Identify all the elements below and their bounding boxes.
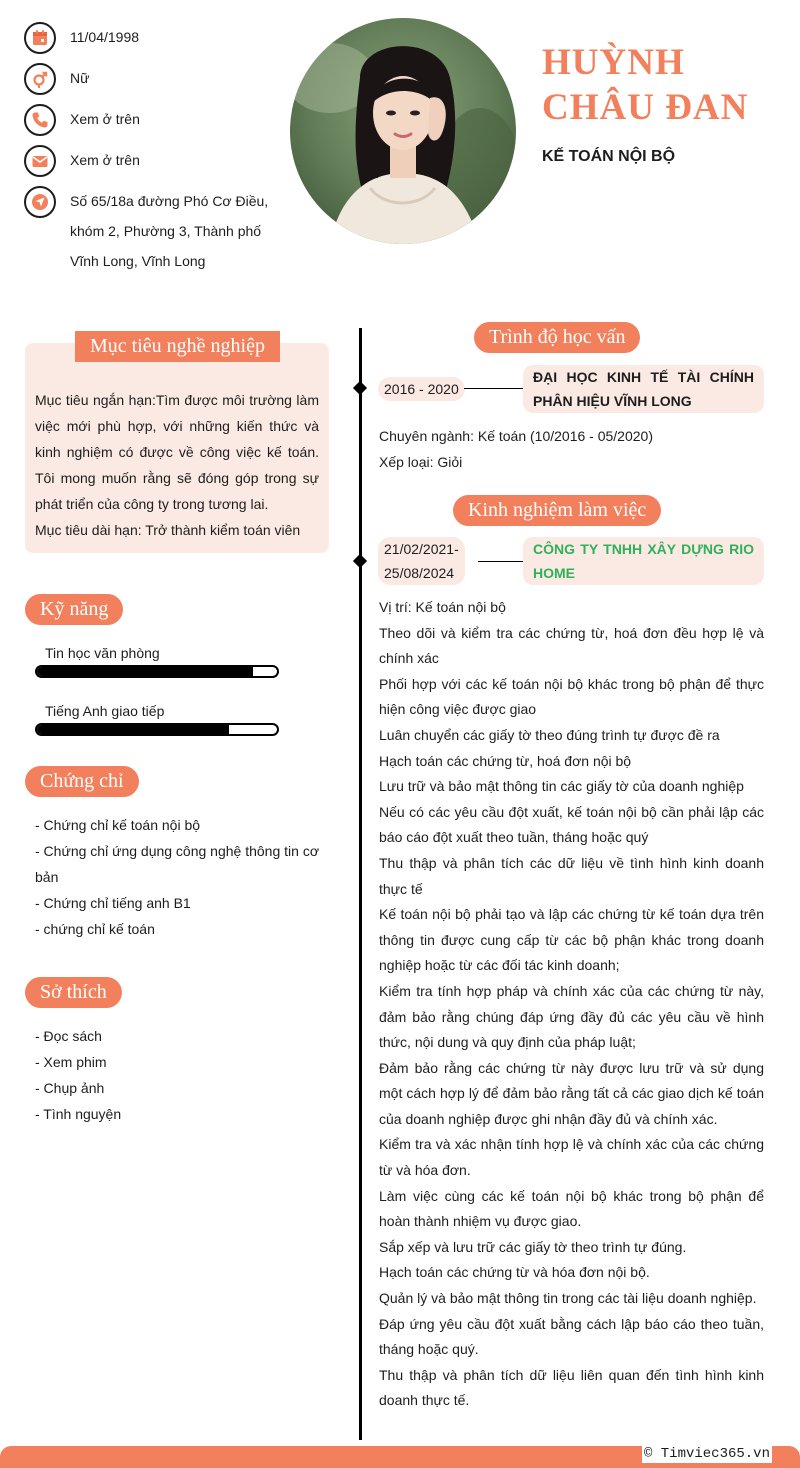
experience-detail: Nếu có các yêu cầu đột xuất, kế toán nội bộ cần phải lập các báo cáo đột xuất theo tuần, tháng hoặc quý [379,803,764,846]
calendar-icon [24,22,56,54]
certificates-title: Chứng chỉ [25,766,139,797]
education-school: ĐẠI HỌC KINH TẾ TÀI CHÍNH PHÂN HIỆU VĨNH LONG [523,365,764,413]
timeline-marker [353,381,367,395]
experience-detail: Luân chuyển các giấy tờ theo đúng trình tự được đề ra [379,726,720,743]
experience-detail: Kiểm tra và xác nhận tính hợp lệ và chính xác của các chứng từ và hóa đơn. [379,1136,764,1179]
gender-text: Nữ [70,70,90,86]
skill-bar [35,665,279,678]
avatar [290,18,516,244]
experience-detail: Kiểm tra tính hợp pháp và chính xác của các chứng từ này, đảm bảo rằng chúng đáp ứng đầy đủ các yêu cầu về hình thức, nội dung và quy định của pháp luật; [379,982,764,1051]
contact-gender [24,63,89,95]
phone-text: Xem ở trên [70,111,140,127]
skill-bar [35,723,279,736]
birthday-text: 11/04/1998 [70,29,140,45]
contact-address [24,186,270,276]
email-text: Xem ở trên [70,152,140,168]
experience-detail: Lưu trữ và bảo mật thông tin các giấy tờ của doanh nghiệp [379,778,744,795]
gender-icon [24,63,56,95]
portrait-photo [290,18,516,244]
job-title: KẾ TOÁN NỘI BỘ [542,148,676,165]
contact-phone [24,104,140,136]
list-item: - Chứng chỉ tiếng anh B1 [35,895,191,911]
hobbies-list [35,1023,325,1127]
experience-company: CÔNG TY TNHH XÂY DỰNG RIO HOME [523,537,764,585]
full-name [542,40,782,130]
objective-text [35,387,319,543]
period-line: 21/02/2021- [384,541,459,557]
experience-period [378,537,465,585]
name-line: HUỲNH [542,42,685,83]
experience-detail: Vị trí: Kế toán nội bộ [379,599,506,615]
address-line: khóm 2, Phường 3, Thành phố [70,223,262,239]
mail-icon [24,145,56,177]
experience-detail: Quản lý và bảo mật thông tin trong các tài liệu doanh nghiệp. [379,1290,757,1307]
experience-detail: Đáp ứng yêu cầu đột xuất bằng cách lập báo cáo theo tuần, tháng hoặc quý. [379,1315,764,1358]
experience-detail: Hạch toán các chứng từ và hóa đơn nội bộ. [379,1264,650,1281]
experience-detail: Làm việc cùng các kế toán nội bộ khác trong bộ phận để hoàn thành nhiệm vụ được giao. [379,1187,764,1230]
contact-birthday [24,22,139,54]
objective-line: Mục tiêu ngắn hạn:Tìm được môi trường làm việc mới phù hợp, với những kiến thức và kinh nghiệm có được về công việc kế toán. Tôi mong muốn rằng sẽ đóng góp trong sự phát triển của công ty trong tương lai. [35,392,319,512]
education-grade: Xếp loại: Giỏi [379,454,463,470]
experience-title: Kinh nghiệm làm việc [453,495,661,526]
education-title: Trình độ học vấn [474,322,640,353]
experience-details [379,595,764,1414]
contact-email [24,145,140,177]
skill-fill [37,667,253,676]
timeline-connector [478,561,523,562]
skills-title: Kỹ năng [25,594,123,625]
experience-detail: Phối hợp với các kế toán nội bộ khác trong bộ phận để thực hiện công việc được giao [379,675,764,718]
footer-credit: © Timviec365.vn [643,1446,770,1462]
address-line: Vĩnh Long, Vĩnh Long [70,253,206,269]
list-item: - Chụp ảnh [35,1080,105,1096]
timeline-connector [464,388,523,389]
list-item: - Chứng chỉ ứng dụng công nghệ thông tin cơ bản [35,843,319,885]
list-item: - Đọc sách [35,1028,102,1044]
objective-line: Mục tiêu dài hạn: Trở thành kiểm toán viên [35,522,301,538]
name-line: CHÂU ĐAN [542,87,749,128]
list-item: - Xem phim [35,1054,107,1070]
skill-name: Tiếng Anh giao tiếp [45,703,165,719]
list-item: - Tình nguyện [35,1106,122,1122]
certificates-list [35,812,325,942]
experience-detail: Thu thập và phân tích các dữ liệu về tình hình kinh doanh thực tế [379,854,764,897]
education-details [379,423,764,475]
hobbies-title: Sở thích [25,977,122,1008]
list-item: - chứng chỉ kế toán [35,921,155,937]
objective-title: Mục tiêu nghề nghiệp [75,331,280,362]
skill-fill [37,725,229,734]
skill-name: Tin học văn phòng [45,645,160,661]
experience-detail: Theo dõi và kiểm tra các chứng từ, hoá đơn đều hợp lệ và chính xác [379,624,764,667]
experience-detail: Kế toán nội bộ phải tạo và lập các chứng từ kế toán dựa trên thông tin được cung cấp từ các bộ phận khác trong doanh nghiệp hoặc từ các đối tác kinh doanh; [379,906,764,974]
experience-detail: Đảm bảo rằng các chứng từ này được lưu trữ và sử dụng một cách hợp lý để đảm bảo rằng tất cả các giao dịch kế toán của doanh nghiệp được ghi nhận đầy đủ và chính xác. [379,1059,764,1127]
education-period: 2016 - 2020 [378,377,465,401]
address-text [70,186,270,276]
address-line: Số 65/18a đường Phó Cơ Điều, [70,193,269,209]
experience-detail: Thu thập và phân tích dữ liệu liên quan đến tình hình kinh doanh thực tế. [379,1366,764,1409]
education-major: Chuyên ngành: Kế toán (10/2016 - 05/2020) [379,428,653,444]
timeline-line [359,328,362,1440]
experience-detail: Sắp xếp và lưu trữ các giấy tờ theo trình tự đúng. [379,1238,687,1255]
experience-detail: Hạch toán các chứng từ, hoá đơn nội bộ [379,752,632,769]
phone-icon [24,104,56,136]
location-icon [24,186,56,218]
period-line: 25/08/2024 [384,565,455,581]
timeline-marker [353,554,367,568]
list-item: - Chứng chỉ kế toán nội bộ [35,817,201,833]
